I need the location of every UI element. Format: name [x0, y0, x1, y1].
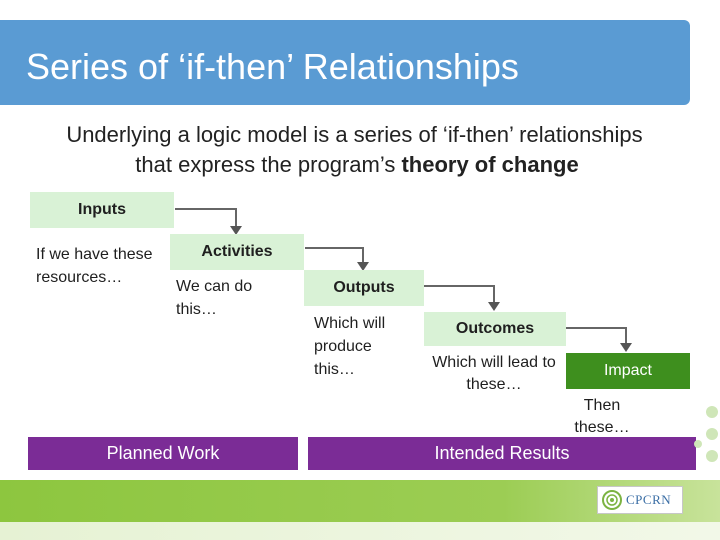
arrowhead-outcomes	[488, 302, 500, 311]
step-activities-desc: We can do this…	[176, 278, 253, 318]
logo-text: CPCRN	[626, 492, 672, 507]
intended-results-bar: Intended Results	[308, 437, 696, 470]
step-outcomes-desc: Which will lead to these…	[432, 354, 556, 393]
subtitle-line-2-text: that express the program’s	[135, 152, 402, 177]
step-outputs: Outputs	[304, 270, 424, 306]
step-inputs: Inputs	[30, 192, 174, 228]
arrowhead-impact	[620, 343, 632, 352]
footer-light-strip	[0, 522, 720, 540]
arrow-inputs-activities	[175, 209, 236, 228]
cpcrn-emblem-icon	[602, 490, 622, 510]
step-inputs-desc: If we have these resources…	[36, 246, 153, 286]
step-activities: Activities	[170, 234, 304, 270]
step-impact-desc: Then these…	[574, 397, 630, 436]
step-outputs-desc: Which will produce this…	[314, 315, 386, 378]
subtitle-line-1: Underlying a logic model is a series of ‘if-then’ relationships	[66, 122, 643, 147]
arrow-outcomes-impact	[566, 328, 626, 345]
step-outcomes: Outcomes	[424, 312, 566, 346]
step-impact: Impact	[566, 353, 690, 389]
arrow-activities-outputs	[305, 248, 363, 264]
cpcrn-logo	[597, 486, 683, 514]
planned-work-bar: Planned Work	[28, 437, 298, 470]
arrow-outputs-outcomes	[424, 286, 494, 304]
slide-title: Series of ‘if-then’ Relationships	[26, 46, 519, 87]
decorative-dots-icon	[690, 400, 720, 480]
subtitle-emphasis: theory of change	[401, 152, 579, 177]
